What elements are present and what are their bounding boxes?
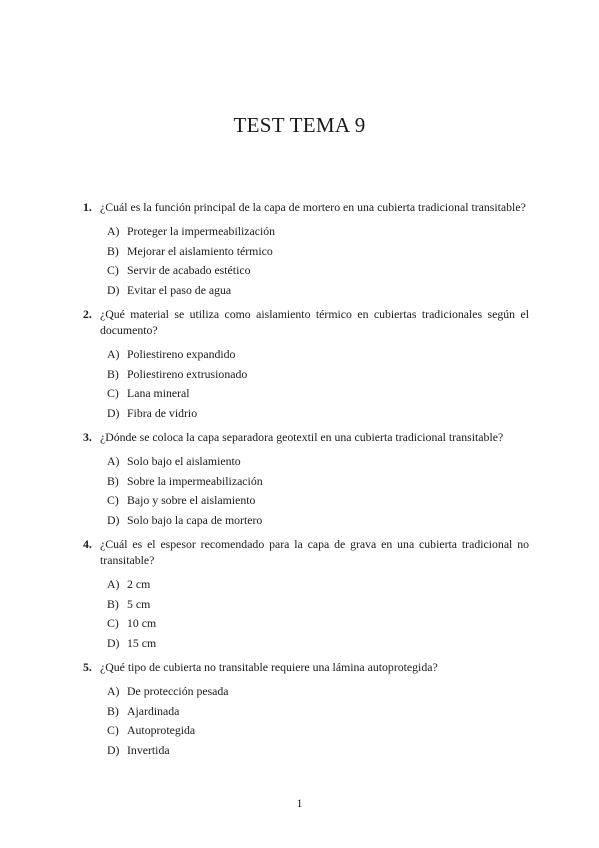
option-text: Poliestireno expandido xyxy=(127,347,236,361)
option-text: Solo bajo el aislamiento xyxy=(127,454,241,468)
option-letter: D) xyxy=(107,512,120,527)
option-letter: A) xyxy=(107,454,120,468)
option-letter: A) xyxy=(107,224,120,238)
option-c xyxy=(107,491,529,511)
option-text: Mejorar el aislamiento térmico xyxy=(127,243,273,258)
option-c xyxy=(107,384,529,404)
option-text: Invertida xyxy=(127,742,170,757)
option-text: Evitar el paso de agua xyxy=(127,282,232,297)
question-4 xyxy=(83,536,529,653)
option-d xyxy=(107,741,529,761)
option-letter: B) xyxy=(107,366,119,381)
option-a xyxy=(107,222,529,242)
option-c xyxy=(107,261,529,281)
page-number: 1 xyxy=(296,796,303,810)
option-list xyxy=(83,682,529,760)
option-text: Autoprotegida xyxy=(127,723,196,737)
question-text xyxy=(83,306,529,338)
option-letter: D) xyxy=(107,635,120,650)
option-letter: C) xyxy=(107,263,119,277)
option-letter: D) xyxy=(107,742,120,757)
question-body: ¿Cuál es la función principal de la capa de mortero en una cubierta tradicional transitable? xyxy=(100,200,526,214)
option-a xyxy=(107,452,529,472)
option-list xyxy=(83,452,529,530)
option-d xyxy=(107,634,529,654)
option-letter: D) xyxy=(107,282,120,297)
option-letter: B) xyxy=(107,473,119,488)
option-text: Bajo y sobre el aislamiento xyxy=(127,493,256,507)
option-text: Fibra de vidrio xyxy=(127,405,198,420)
option-a xyxy=(107,682,529,702)
option-text: Servir de acabado estético xyxy=(127,263,251,277)
option-letter: C) xyxy=(107,616,119,630)
option-letter: A) xyxy=(107,684,120,698)
option-a xyxy=(107,345,529,365)
option-text: Poliestireno extrusionado xyxy=(127,366,248,381)
question-body: ¿Qué tipo de cubierta no transitable requiere una lámina autoprotegida? xyxy=(100,660,438,674)
question-number: 5. xyxy=(83,660,92,674)
question-number: 3. xyxy=(83,430,92,444)
option-text: Solo bajo la capa de mortero xyxy=(127,512,263,527)
question-number: 2. xyxy=(83,307,92,321)
question-text xyxy=(83,199,529,215)
option-text: 2 cm xyxy=(127,577,151,591)
option-c xyxy=(107,614,529,634)
option-text: Lana mineral xyxy=(127,386,190,400)
option-letter: C) xyxy=(107,493,119,507)
option-text: De protección pesada xyxy=(127,684,229,698)
question-text xyxy=(83,659,529,675)
option-letter: A) xyxy=(107,347,120,361)
option-list xyxy=(83,345,529,423)
option-letter: B) xyxy=(107,596,119,611)
question-text xyxy=(83,536,529,568)
option-letter: A) xyxy=(107,577,120,591)
option-d xyxy=(107,511,529,531)
question-list xyxy=(83,199,529,766)
page-title: TEST TEMA 9 xyxy=(233,113,366,137)
option-b xyxy=(107,595,529,615)
option-text: 10 cm xyxy=(127,616,157,630)
option-text: Sobre la impermeabilización xyxy=(127,473,263,488)
option-text: Ajardinada xyxy=(127,703,180,718)
option-b xyxy=(107,702,529,722)
option-letter: B) xyxy=(107,243,119,258)
question-body: ¿Dónde se coloca la capa separadora geotextil en una cubierta tradicional transitable? xyxy=(100,430,504,444)
option-letter: D) xyxy=(107,405,120,420)
question-number: 4. xyxy=(83,537,92,551)
option-d xyxy=(107,404,529,424)
question-2 xyxy=(83,306,529,423)
option-b xyxy=(107,365,529,385)
question-3 xyxy=(83,429,529,530)
question-1 xyxy=(83,199,529,300)
option-c xyxy=(107,721,529,741)
option-text: 15 cm xyxy=(127,635,157,650)
option-text: Proteger la impermeabilización xyxy=(127,224,276,238)
question-text xyxy=(83,429,529,445)
option-d xyxy=(107,281,529,301)
question-body: ¿Cuál es el espesor recomendado para la capa de grava en una cubierta tradicional no transitable? xyxy=(100,537,529,567)
question-body: ¿Qué material se utiliza como aislamiento térmico en cubiertas tradicionales según el documento? xyxy=(100,307,529,337)
option-b xyxy=(107,242,529,262)
option-b xyxy=(107,472,529,492)
question-number: 1. xyxy=(83,200,92,214)
option-letter: C) xyxy=(107,723,119,737)
question-5 xyxy=(83,659,529,760)
option-list xyxy=(83,575,529,653)
option-a xyxy=(107,575,529,595)
option-text: 5 cm xyxy=(127,596,151,611)
option-letter: C) xyxy=(107,386,119,400)
option-letter: B) xyxy=(107,703,119,718)
option-list xyxy=(83,222,529,300)
